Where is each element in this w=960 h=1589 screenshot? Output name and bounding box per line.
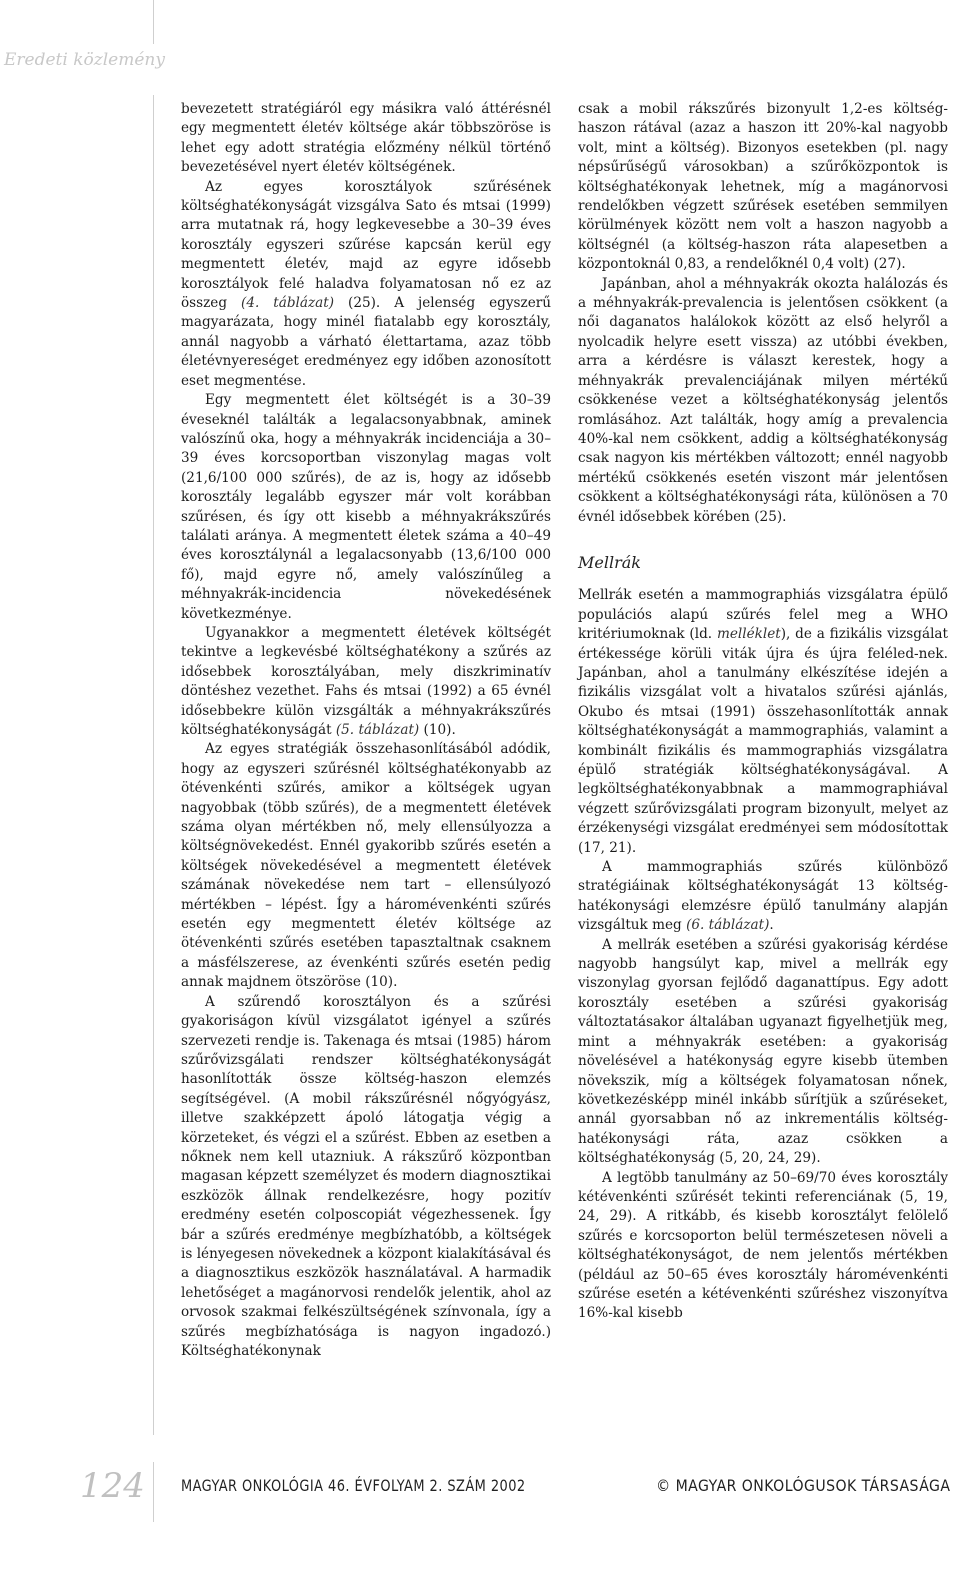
paragraph: bevezetett stratégiáról egy másikra való áttérésnél egy megmentett életév költsége akár többszöröse is lehet egy adott stratégia előzmény nélkül történő bevezetésével nyert életév költségének.	[181, 101, 551, 176]
paragraph-text: ), de a fizikális vizsgálat értékessége körüli viták újra és újra feléled-nek. Japánban, ahol a tanulmány elkészítése idején a fizikális vizsgálat volt a hivatalos szűrési ajánlás, Okubo és mtsai (1991) összehasonlították annak költséghatékonyságát a mammographiás, valamint a kombinált fizikális és mammographiás vizsgálatra épülő stratégiák költséghatékonyságával. A legköltséghatékonyabbnak a mammographiával végzett szűrővizsgálati program bizonyult, melyet az érzékenységi vizsgálat eredményei sem módosítottak (17, 21).	[578, 626, 948, 856]
paragraph-text: (25). A jelenség egyszerű magyarázata, hogy minél fiatalabb egy korosztály, annál nagyobb a várható élettartama, azaz több életévnyereséget eredményez egy időben azonosított eset megmentése.	[181, 295, 551, 389]
right-column	[578, 100, 948, 1324]
journal-name: MAGYAR ONKOLÓGIA 46. ÉVFOLYAM 2. SZÁM 2002	[181, 1476, 526, 1495]
copyright: © MAGYAR ONKOLÓGUSOK TÁRSASÁGA	[655, 1476, 950, 1495]
footer-rule	[153, 1462, 154, 1522]
paragraph	[181, 178, 551, 391]
paragraph-text: Mellrák esetén a mammographiás vizsgálatra épülő populációs alapú szűrés felel meg a WHO kritériumoknak (ld.	[578, 587, 948, 643]
left-column	[181, 100, 551, 1361]
paragraph	[578, 586, 948, 858]
paragraph-text: (10).	[419, 722, 456, 738]
table-reference: (5. táblázat)	[335, 722, 420, 738]
table-reference: (6. táblázat)	[686, 917, 770, 934]
paragraph-text: Az egyes korosztályok szűrésének költséghatékonyságát vizsgálva Sato és mtsai (1999) arra mutatnak rá, hogy legkevesebbe a 30–39 éves korosztály egyszeri szűrése kapcsán kerül egy megmentett életév, majd az egyre idősebb korosztályok felé haladva folyamatosan nő ez az összeg	[181, 178, 551, 312]
margin-rule	[153, 95, 154, 1435]
table-reference: (4. táblázat)	[241, 295, 335, 312]
appendix-reference: melléklet	[716, 626, 781, 643]
paragraph: Egy megmentett élet költségét is a 30–39 éveseknél találták a legalacsonyabbnak, aminek valószínű oka, hogy a méhnyakrák incidenciája a 30–39 éves korcsoportban viszonylag magas volt (21,6/100 000 szűrés), de az is, hogy az idősebb korosztály legalább egyszer már volt korábban szűrésen, és így ott kisebb a méhnyakrákszűrés találati aránya. A megmentett életek száma a 40–49 éves korosztálynál a legalacsonyabb (13,6/100 000 fő), majd egyre nő, amely valószínűleg a méhnyakrák-incidencia növekedésének következménye.	[181, 392, 551, 622]
margin-rule-top	[153, 0, 154, 44]
page-number: 124	[80, 1466, 145, 1506]
paragraph: A mellrák esetében a szűrési gyakoriság kérdése nagyobb hangsúlyt kap, mivel a mellrák egy viszonylag gyorsan fejlődő daganattípus. Egy adott korosztály esetében a szűrési gyakoriság változtatásakor általában ugyanazt figyelhetjük meg, mint a méhnyakrák esetében: a gyakoriság növelésével a hatékonyság egyre kisebb ütemben növekszik, míg a költségek folyamatosan nőnek, következésképp minél inkább sűrítjük a szűréseket, annál gyorsabban nő az inkrementális költség-hatékonysági ráta, azaz csökken a költséghatékonyság (5, 20, 24, 29).	[578, 936, 948, 1167]
paragraph-text: Ugyanakkor a megmentett életévek költségét tekintve a legkevésbé költséghatékony a szűrés az idősebbek korosztályában, mely diszkriminatív döntéshez vezethet. Fahs és mtsai (1992) a 65 évnél idősebbekre külön vizsgálták a méhnyakrákszűrés költséghatékonyságát	[181, 624, 551, 738]
paragraph	[181, 624, 551, 740]
paragraph: A szűrendő korosztályon és a szűrési gyakoriságon kívül vizsgálatot igényel a szűrés szervezeti rendje is. Takenaga és mtsai (1985) három szűrővizsgálati rendszer költséghatékonyságát hasonlították össze költség-haszon elemzés segítségével. (A mobil rákszűrésnél nőgyógyász, illetve szakképzett ápoló látogatja végig a körzeteket, és végzi el a szűrést. Ebben az esetben a nőknek nem kell utazniuk. A rákszűrő központban magasan képzett személyzet és modern diagnosztikai eszközök állnak rendelkezésre, hogy pozitív eredmény esetén colposcopiát végezhessenek. Így bár a szűrés eredménye megbízhatóbb, a költségek is lényegesen növekednek a központ kialakításával és a diagnosztikus eszközök használatával. A harmadik lehetőséget a magánorvosi rendelők jelentik, ahol az orvosok szakmai felkészültségének színvonala, így a szűrés megbízhatósága is nagyon ingadozó.) Költséghatékonynak	[181, 993, 551, 1359]
paragraph: Japánban, ahol a méhnyakrák okozta halálozás és a méhnyakrák-prevalencia is jelentősen csökkent (a női daganatos halálokok között az első helyről a nyolcadik helyre esett vissza) az utóbbi években, arra a kérdésre is választ kerestek, hogy a méhnyakrák prevalenciájának milyen mértékű csökkenése vezet a költséghatékonyság jelentős romlásához. Azt találták, hogy amíg a prevalencia 40%-kal nem csökkent, addig a költséghatékonyság csak nagyon kis mértékben változott; ennél nagyobb mértékű csökkenés esetén viszont már jelentősen csökkent a költséghatékonysági ráta, különösen a 70 évnél idősebbek körében (25).	[578, 275, 948, 525]
paragraph-text: .	[769, 917, 774, 934]
paragraph: A legtöbb tanulmány az 50–69/70 éves korosztály kétévenkénti szűrését tekinti referenciának (5, 19, 24, 29). A ritkább, és kisebb korosztályt felölelő szűrés e korcsoporton belül természetesen növeli a költséghatékonyságot, de nem jelentős mértékben (például az 50–65 éves korosztály háromévenkénti szűrése esetén a kétévenkénti szűréshez viszonyítva 16%-kal kisebb	[578, 1169, 948, 1322]
paragraph-text: A mammographiás szűrés különböző stratégiáinak költséghatékonyságát 13 költség-hatékonysági elemzésre épülő tanulmány alapján vizsgáltuk meg	[578, 859, 948, 934]
paragraph: Az egyes stratégiák összehasonlításából adódik, hogy az egyszeri szűrésnél költséghatékonyabb az ötévenkénti szűrés, amikor a költségek ugyan nagyobbak (több szűrés), de a megmentett életévek száma olyan mértékben nő, mely ellensúlyozza a költségnövekedést. Ennél gyakoribb szűrés esetén a költségek növekedésével a megmentett életévek számának növekedése nem tart – ellensúlyozó mértékben – lépést. Így a háromévenkénti szűrés esetén egy megmentett életév költsége az ötévenkénti szűrés esetében tapasztaltnak csaknem a másfélszerese, az évenkénti szűrés esetén pedig annak majdnem ötszöröse (10).	[181, 741, 551, 991]
paragraph: csak a mobil rákszűrés bizonyult 1,2-es költség-haszon rátával (azaz a haszon itt 20%-kal nagyobb volt, mint a költség). Bizonyos esetekben (pl. nagy népsűrűségű városokban) a szűrőközpontok is költséghatékonyak lehetnek, míg a magánorvosi rendelőkben végzett szűrések esetében semmilyen körülmények között nem volt a haszon nagyobb a költségnél (a költség-haszon ráta alapesetben a központoknál 0,83, a rendelőknél 0,4 volt) (27).	[578, 101, 948, 273]
paragraph	[578, 858, 948, 936]
section-heading: Mellrák	[578, 552, 641, 572]
section-tag: Eredeti közlemény	[4, 50, 165, 70]
